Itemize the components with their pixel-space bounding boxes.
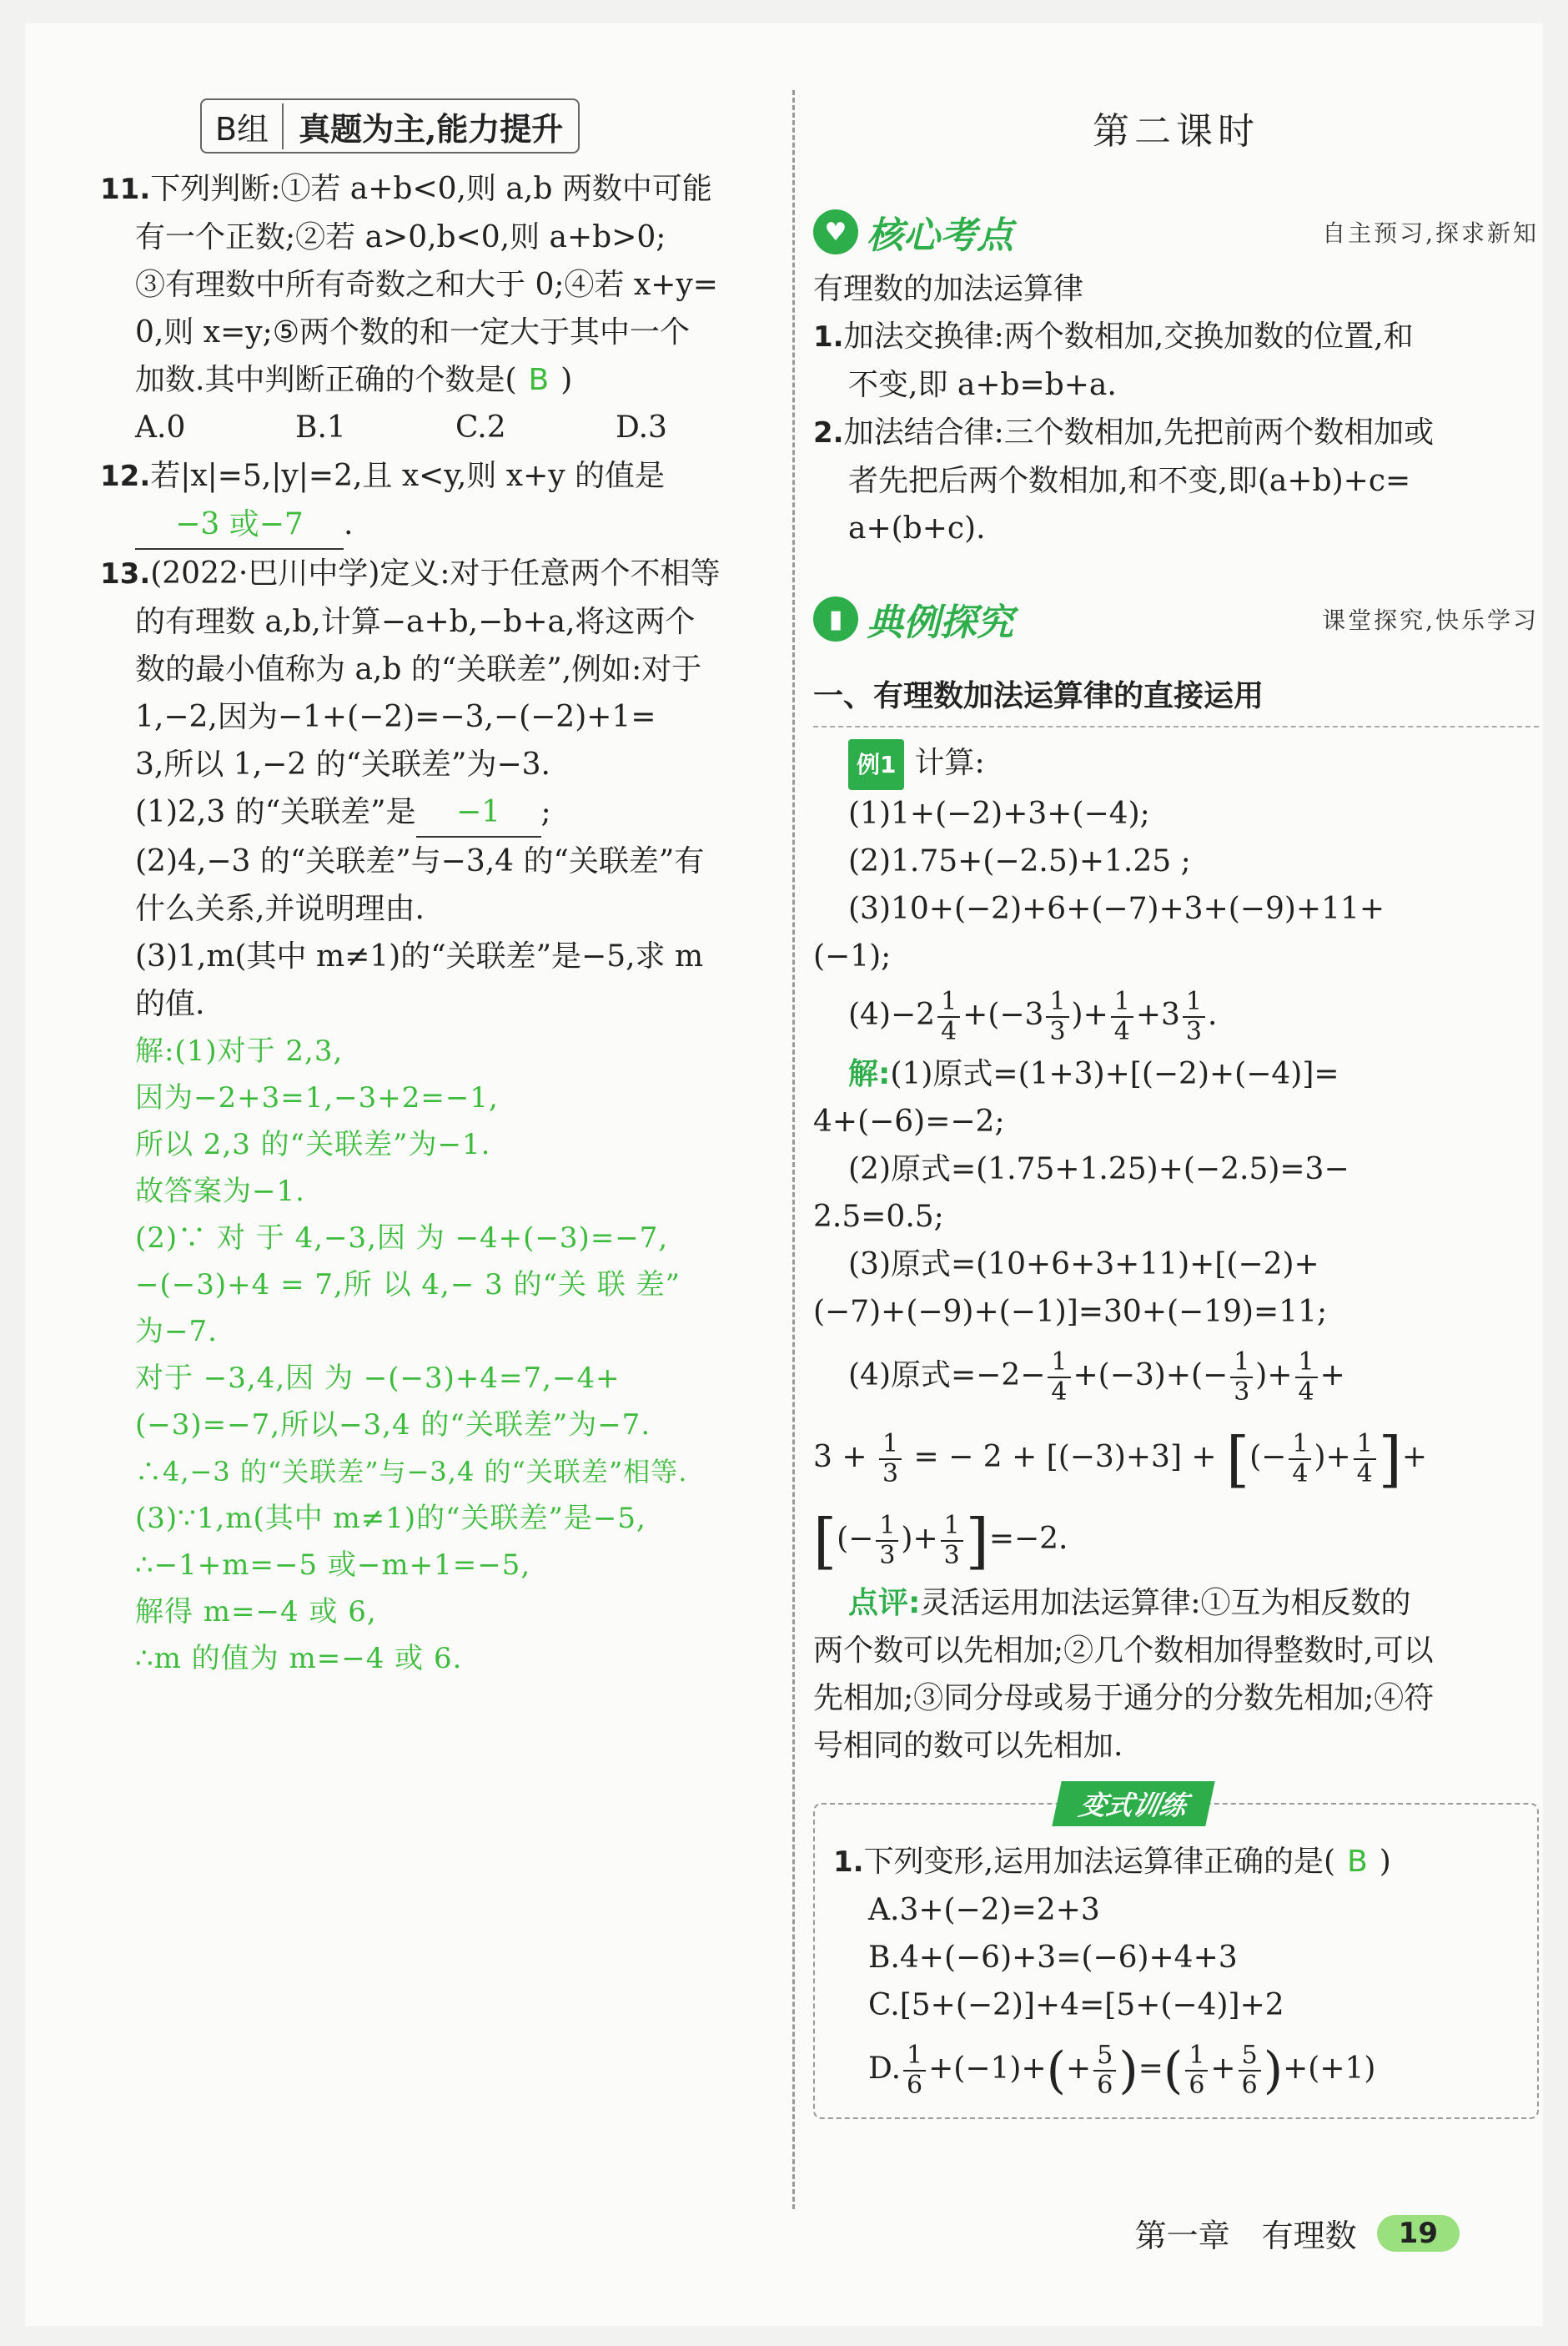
fraction: $\frac{1}{6}$: [903, 2041, 926, 2100]
fraction: $\frac{5}{6}$: [1093, 2041, 1116, 2100]
fraction: $\frac{1}{4}$: [1295, 1348, 1318, 1407]
group-b-box: [200, 98, 580, 154]
q13-part1-answer: −1: [416, 788, 541, 838]
solution-line: 对于 −3,4,因 为 −(−3)+4=7,−4+: [135, 1362, 621, 1395]
page-footer: [1135, 2210, 1460, 2256]
solution-line: (3)∵1,m(其中 m≠1)的“关联差”是−5,: [135, 1502, 646, 1535]
q13-line-3: 数的最小值称为 a,b 的“关联差”,例如:对于: [135, 652, 702, 687]
examples-subheading: 一、有理数加法运算律的直接运用: [813, 667, 1539, 727]
solution-4-line-1: (4)原式=−2− $\frac{1}{4}$ +(−3)+(− $\frac{1}{3}$ )+ $\frac{1}{4}$ +: [848, 1347, 1345, 1407]
solution-4-line-2: 3 + $\frac{1}{3}$ = − 2 + [(−3)+3] + [(− $\frac{1}{4}$ )+ $\frac{1}{4}$ ]+: [813, 1424, 1428, 1494]
comment-line-4: 号相同的数可以先相加.: [813, 1729, 1123, 1763]
q13-line-2: 的有理数 a,b,计算−a+b,−b+a,将这两个: [135, 605, 696, 639]
associative-line-3: a+(b+c).: [848, 511, 986, 546]
problem-2: (2)1.75+(−2.5)+1.25 ;: [848, 844, 1191, 878]
solution-line: (2)∵ 对 于 4,−3,因 为 −4+(−3)=−7,: [135, 1221, 669, 1255]
q13-part1: (1)2,3 的“关联差”是: [135, 795, 416, 829]
examples-badge: 典例探究: [867, 602, 1013, 644]
q11-line-3: ③有理数中所有奇数之和大于 0;④若 x+y=: [135, 268, 718, 302]
choice-c: C.2: [455, 410, 506, 445]
examples-section-header: [813, 586, 1539, 652]
solution-2-line-1: (2)原式=(1.75+1.25)+(−2.5)=3−: [848, 1152, 1349, 1186]
practice-box: [813, 1790, 1539, 2119]
choice-d: D.3: [616, 410, 667, 445]
q13-part3-line-1: (3)1,m(其中 m≠1)的“关联差”是−5,求 m: [135, 939, 704, 974]
problem-3-line-2: (−1);: [813, 939, 892, 974]
q13-part2-line-2: 什么关系,并说明理由.: [135, 892, 425, 926]
fraction: $\frac{1}{4}$: [1354, 1430, 1376, 1488]
problem-1: (1)1+(−2)+3+(−4);: [848, 797, 1150, 831]
core-heading: 有理数的加法运算律: [813, 272, 1084, 306]
group-tag: B组: [202, 103, 284, 149]
q13-line-5: 3,所以 1,−2 的“关联差”为−3.: [135, 748, 550, 782]
fraction: $\frac{1}{3}$: [876, 1512, 898, 1570]
item-number: 2.: [813, 416, 844, 450]
fraction: $\frac{5}{6}$: [1239, 2041, 1261, 2100]
chapter-label: 第一章 有理数: [1134, 2218, 1357, 2254]
solution-line: ∴−1+m=−5 或−m+1=−5,: [135, 1548, 531, 1582]
solution-line: 所以 2,3 的“关联差”为−1.: [135, 1128, 491, 1161]
commutative-line-2: 不变,即 a+b=b+a.: [848, 368, 1117, 402]
fraction: $\frac{1}{4}$: [1111, 988, 1133, 1046]
q13-part2-line-1: (2)4,−3 的“关联差”与−3,4 的“关联差”有: [135, 844, 705, 878]
fraction: $\frac{1}{4}$: [1289, 1430, 1311, 1488]
item-number: 1.: [813, 320, 844, 354]
comment-line-2: 两个数可以先相加;②几个数相加得整数时,可以: [813, 1634, 1434, 1668]
comment-line-3: 先相加;③同分母或易于通分的分数先相加;④符: [813, 1681, 1435, 1715]
fraction: $\frac{1}{6}$: [1185, 2041, 1208, 2100]
commutative-line-1: 加法交换律:两个数相加,交换加数的位置,和: [843, 320, 1414, 354]
q12-answer: −3 或−7: [135, 501, 344, 550]
example-tag: 例1: [848, 739, 904, 790]
solution-line: 为−7.: [135, 1315, 218, 1348]
practice-question: 下列变形,运用加法运算律正确的是(: [863, 1845, 1336, 1879]
solution-line: −(−3)+4 = 7,所 以 4,− 3 的“关 联 差”: [135, 1268, 681, 1301]
question-number: 13.: [100, 557, 151, 591]
choice-b: B.1: [295, 410, 346, 445]
practice-choice-b: B.4+(−6)+3=(−6)+4+3: [868, 1941, 1238, 1975]
question-11: [100, 165, 776, 452]
q11-answer: B: [528, 363, 550, 397]
fraction: $\frac{1}{3}$: [879, 1430, 902, 1488]
core-subtitle: 自主预习,探求新知: [1322, 219, 1539, 247]
q12-line-1: 若|x|=5,|y|=2,且 x<y,则 x+y 的值是: [150, 459, 666, 493]
q13-part3-line-2: 的值.: [135, 987, 205, 1021]
practice-close: ): [1379, 1845, 1391, 1879]
left-column: [100, 98, 776, 1682]
solution-3-line-1: (3)原式=(10+6+3+11)+[(−2)+: [848, 1247, 1319, 1281]
fraction: $\frac{1}{4}$: [937, 988, 960, 1046]
solution-line: (−3)=−7,所以−3,4 的“关联差”为−7.: [135, 1408, 651, 1442]
q11-line-5: 加数.其中判断正确的个数是(: [135, 363, 517, 397]
choice-d-label: D.: [868, 2051, 902, 2086]
heart-icon: ♥: [813, 209, 858, 254]
solution-4-line-3: [(− $\frac{1}{3}$ )+ $\frac{1}{3}$ ]=−2.: [813, 1506, 1068, 1576]
fraction: $\frac{1}{3}$: [1183, 988, 1205, 1046]
comment-line-1: 灵活运用加法运算律:①互为相反数的: [920, 1586, 1411, 1620]
problem-4-start: (4)−2: [848, 998, 936, 1032]
question-number: 1.: [833, 1845, 864, 1879]
q11-line-2: 有一个正数;②若 a>0,b<0,则 a+b>0;: [135, 220, 666, 254]
solution-line: 故答案为−1.: [135, 1175, 305, 1208]
q12-end: .: [344, 507, 354, 541]
q11-line-4: 0,则 x=y;⑤两个数的和一定大于其中一个: [135, 315, 690, 350]
solution-3-line-2: (−7)+(−9)+(−1)]=30+(−19)=11;: [813, 1295, 1328, 1329]
solution-4-result: =−2.: [988, 1522, 1068, 1556]
group-title: 真题为主,能力提升: [299, 109, 564, 148]
examples-subtitle: 课堂探究,快乐学习: [1322, 607, 1539, 634]
lesson-title: 第二课时: [1093, 110, 1259, 153]
right-column: [813, 98, 1539, 2119]
practice-choice-a: A.3+(−2)=2+3: [868, 1893, 1100, 1927]
page-number: 19: [1377, 2215, 1460, 2252]
q13-line-4: 1,−2,因为−1+(−2)=−3,−(−2)+1=: [135, 700, 656, 734]
practice-title: 变式训练: [1052, 1781, 1214, 1826]
solution-line: 解:(1)对于 2,3,: [135, 1035, 344, 1068]
solution-line: ∴4,−3 的“关联差”与−3,4 的“关联差”相等.: [135, 1456, 688, 1488]
practice-choice-c: C.[5+(−2)]+4=[5+(−4)]+2: [868, 1988, 1284, 2022]
fraction: $\frac{1}{3}$: [1230, 1348, 1253, 1407]
q11-close: ): [560, 363, 573, 397]
core-section-header: [813, 199, 1539, 265]
practice-choice-d: D. $\frac{1}{6}$ +(−1)+(+ $\frac{5}{6}$ )=( $\frac{1}{6}$ + $\frac{5}{6}$ )+(+1): [868, 2041, 1376, 2100]
question-number: 12.: [100, 460, 151, 493]
column-divider: [792, 90, 795, 2209]
page: [25, 23, 1543, 2326]
associative-line-1: 加法结合律:三个数相加,先把前两个数相加或: [843, 415, 1435, 450]
core-badge: 核心考点: [867, 214, 1013, 257]
question-number: 11.: [100, 173, 151, 206]
question-13: [100, 550, 776, 1682]
solution-line: 因为−2+3=1,−3+2=−1,: [135, 1081, 499, 1115]
q13-part1-end: ;: [540, 795, 551, 829]
bar-chart-icon: ▮: [813, 597, 858, 642]
choice-a: A.0: [135, 410, 186, 445]
solution-line: 解得 m=−4 或 6,: [135, 1595, 377, 1629]
problem-3-line-1: (3)10+(−2)+6+(−7)+3+(−9)+11+: [848, 892, 1385, 926]
associative-line-2: 者先把后两个数相加,和不变,即(a+b)+c=: [848, 464, 1411, 498]
problem-4: (4)−2 $\frac{1}{4}$ +(−3 $\frac{1}{3}$ )+ $\frac{1}{4}$ +3 $\frac{1}{3}$ .: [848, 987, 1218, 1046]
solution-2-line-2: 2.5=0.5;: [813, 1200, 944, 1234]
practice-answer: B: [1347, 1845, 1368, 1879]
solution-4-start: (4)原式=−2−: [848, 1358, 1046, 1392]
question-12: [100, 452, 776, 550]
example-title: 计算:: [914, 746, 985, 780]
fraction: $\frac{1}{3}$: [1046, 988, 1068, 1046]
solution-1-line-1: (1)原式=(1+3)+[(−2)+(−4)]=: [890, 1057, 1339, 1091]
solution-1-line-2: 4+(−6)=−2;: [813, 1105, 1005, 1139]
q13-solution: [100, 1028, 776, 1682]
fraction: $\frac{1}{4}$: [1048, 1348, 1070, 1407]
q11-choices: [100, 404, 776, 452]
solution-label: 解:: [848, 1057, 891, 1091]
comment-label: 点评:: [848, 1586, 921, 1620]
solution-line: ∴m 的值为 m=−4 或 6.: [135, 1642, 463, 1675]
q13-line-1: (2022·巴川中学)定义:对于任意两个不相等: [150, 556, 721, 591]
q11-line-1: 下列判断:①若 a+b<0,则 a,b 两数中可能: [150, 172, 712, 206]
fraction: $\frac{1}{3}$: [941, 1512, 963, 1570]
